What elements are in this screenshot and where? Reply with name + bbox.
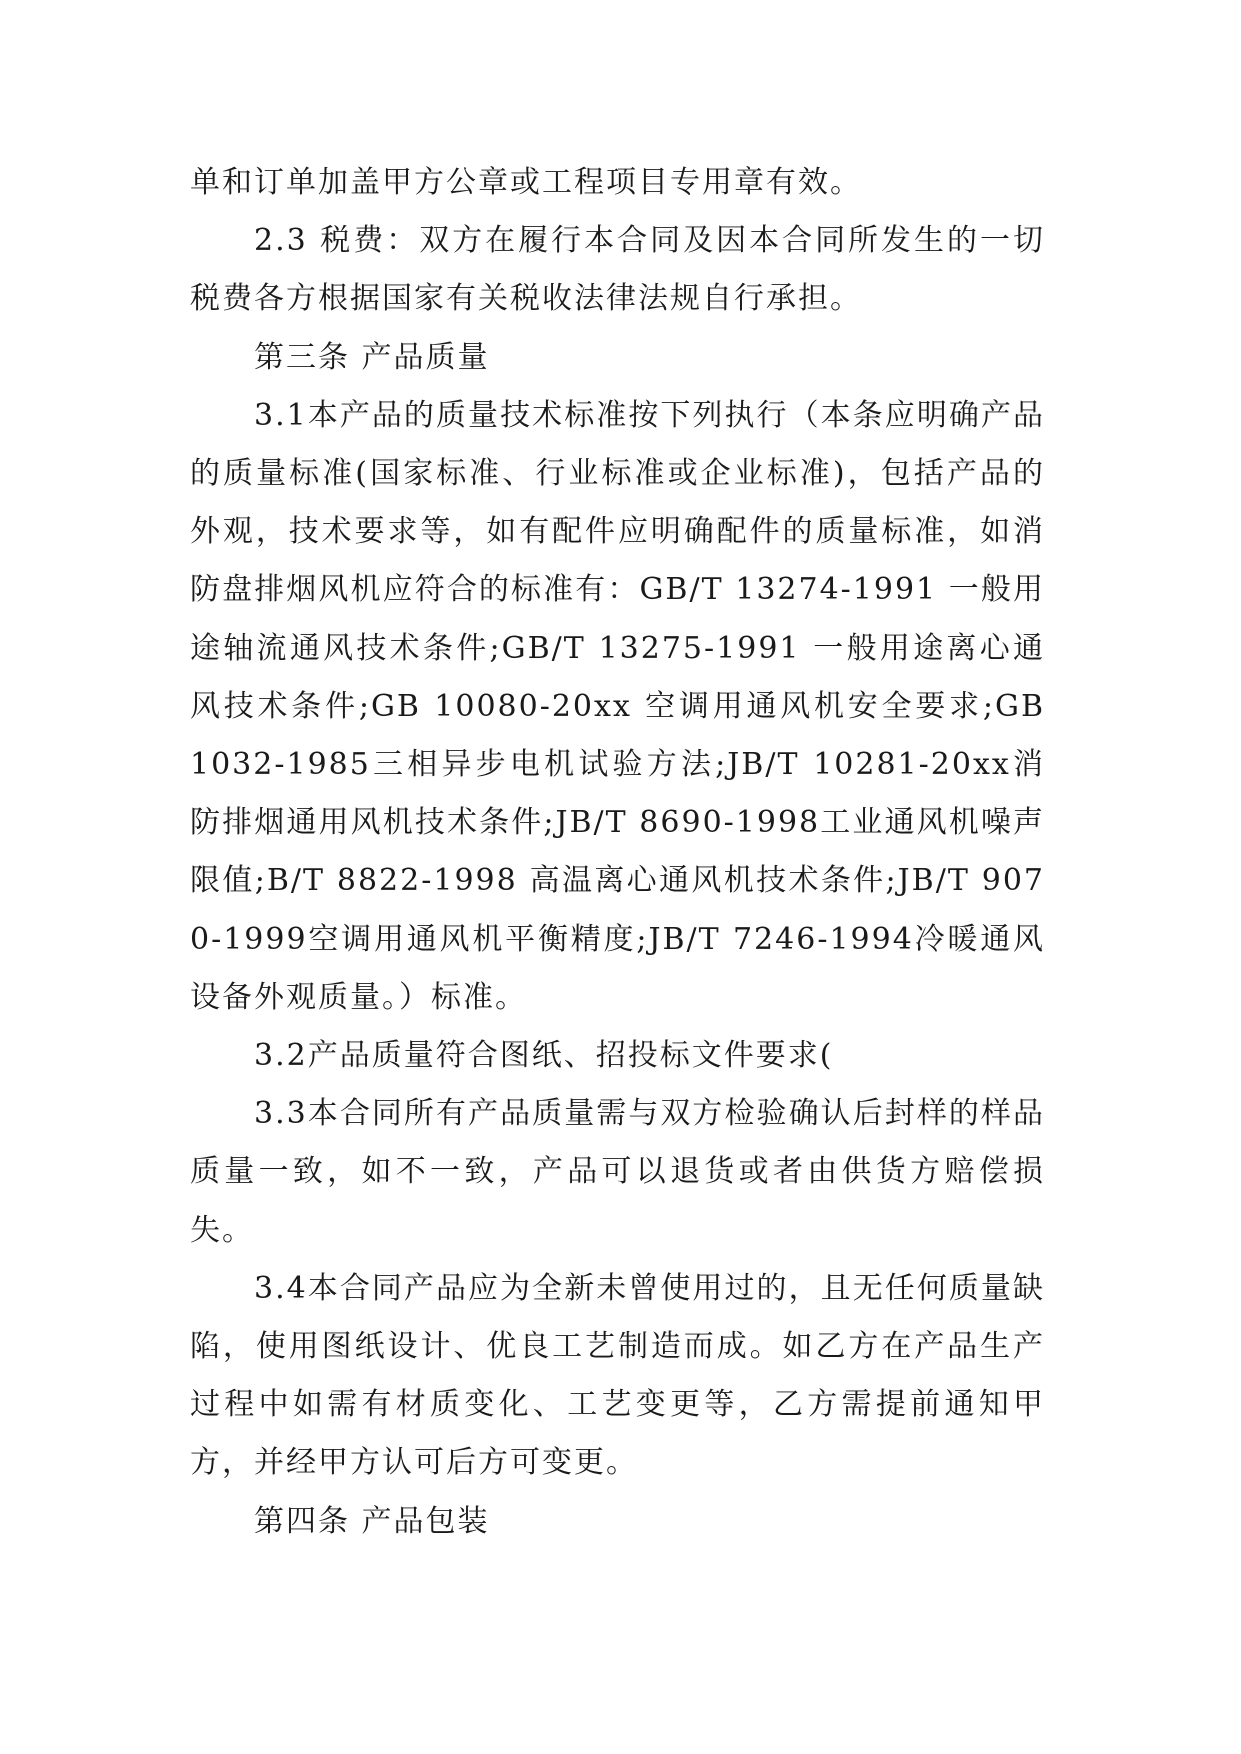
paragraph-3-3-sample-consistency: 3.3本合同所有产品质量需与双方检验确认后封样的样品质量一致，如不一致，产品可以退货或者由供货方赔偿损失。 <box>190 1096 1045 1248</box>
section-heading-article-4: 第四条 产品包装 <box>254 1503 490 1539</box>
section-heading-article-3: 第三条 产品质量 <box>254 339 490 375</box>
paragraph-order-seal-clause: 单和订单加盖甲方公章或工程项目专用章有效。 <box>190 165 862 200</box>
document-body <box>190 154 1045 1551</box>
paragraph-3-2-drawings-requirements: 3.2产品质量符合图纸、招投标文件要求( <box>254 1038 834 1074</box>
paragraph-2-3-taxes: 2.3 税费：双方在履行本合同及因本合同所发生的一切税费各方根据国家有关税收法律法规自行承担。 <box>190 223 1045 317</box>
paragraph-3-4-new-products: 3.4本合同产品应为全新未曾使用过的，且无任何质量缺陷，使用图纸设计、优良工艺制造而成。如乙方在产品生产过程中如需有材质变化、工艺变更等，乙方需提前通知甲方，并经甲方认可后方可变更。 <box>190 1270 1045 1481</box>
paragraph-3-1-quality-standards: 3.1本产品的质量技术标准按下列执行（本条应明确产品的质量标准(国家标准、行业标准或企业标准)，包括产品的外观，技术要求等，如有配件应明确配件的质量标准，如消防盘排烟风机应符合的标准有：GB/T 13274-1991 一般用途轴流通风技术条件;GB/T 13275-1991 一般用途离心通风技术条件;GB 10080-20xx 空调用通风机安全要求;GB 1032-1985三相异步电机试验方法;JB/T 10281-20xx消防排烟通用风机技术条件;JB/T 8690-1998工业通风机噪声限值;B/T 8822-1998 高温离心通风机技术条件;JB/T 9070-1999空调用通风机平衡精度;JB/T 7246-1994冷暖通风设备外观质量。）标准。 <box>190 397 1045 1015</box>
